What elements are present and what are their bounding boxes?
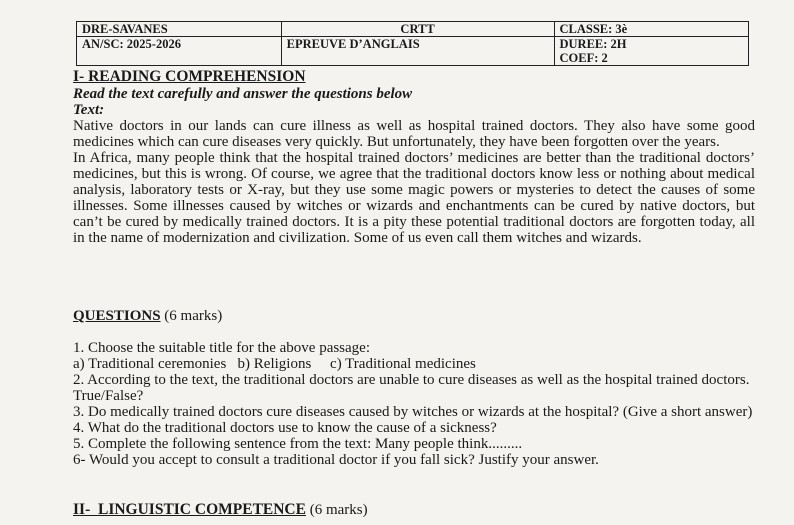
header-class: CLASSE: 3è	[554, 22, 749, 37]
header-row-2	[77, 37, 749, 66]
section-2-title: II- LINGUISTIC COMPETENCE	[73, 501, 306, 518]
question-item: 6- Would you accept to consult a traditional doctor if you fall sick? Justify your answer.	[73, 452, 599, 468]
reading-text	[73, 118, 755, 246]
section-1	[73, 69, 755, 246]
header-region: DRE-SAVANES	[77, 22, 282, 37]
questions-title: QUESTIONS	[73, 308, 161, 324]
header-duration: DUREE: 2H	[559, 37, 627, 51]
section-2-marks: (6 marks)	[305, 502, 368, 518]
section-2	[73, 502, 755, 518]
questions-list	[73, 340, 755, 468]
question-item: 3. Do medically trained doctors cure diseases caused by witches or wizards at the hospital? (Give a short answer)	[73, 404, 753, 420]
question-item: a) Traditional ceremonies b) Religions c) Traditional medicines	[73, 356, 476, 372]
paragraph-2: In Africa, many people think that the hospital trained doctors’ medicines are better than the traditional doctors’ medicines, but this is wrong. Of course, we agree that the traditional doctors know less or nothing about medical analysis, laboratory tests or X-ray, but they use some magic powers or mysteries to detect the causes of some illnesses. Some illnesses caused by witches or wizards and enchantments can be cured by native doctors, but can’t be cured by medically trained doctors. It is a pity these potential traditional doctors are forgotten today, all in the name of modernization and civilization. Some of us even call them witches and wizards.	[73, 150, 755, 246]
exam-header-table	[76, 21, 749, 66]
question-item: 4. What do the traditional doctors use to know the cause of a sickness?	[73, 420, 497, 436]
question-item: 5. Complete the following sentence from the text: Many people think.........	[73, 436, 523, 452]
question-item: 1. Choose the suitable title for the above passage:	[73, 340, 371, 356]
paragraph-1: Native doctors in our lands can cure illness as well as hospital trained doctors. They also have some good medicines which can cure diseases very quickly. But unfortunately, they have been forgotten over the years.	[73, 118, 755, 150]
header-duration-coef	[554, 37, 749, 66]
reading-instruction: Read the text carefully and answer the questions below	[73, 86, 413, 102]
header-center: CRTT	[281, 22, 554, 37]
header-coef: COEF: 2	[559, 51, 608, 65]
question-item: 2. According to the text, the traditional doctors are unable to cure diseases as well as the hospital trained doctors. True/False?	[73, 372, 750, 404]
text-label: Text:	[73, 102, 105, 118]
header-row-1	[77, 22, 749, 37]
header-subject: EPREUVE D’ANGLAIS	[281, 37, 554, 66]
questions-heading	[73, 308, 755, 324]
questions-marks: (6 marks)	[160, 308, 223, 324]
section-1-title: I- READING COMPREHENSION	[73, 68, 306, 85]
header-school-year: AN/SC: 2025-2026	[77, 37, 282, 66]
